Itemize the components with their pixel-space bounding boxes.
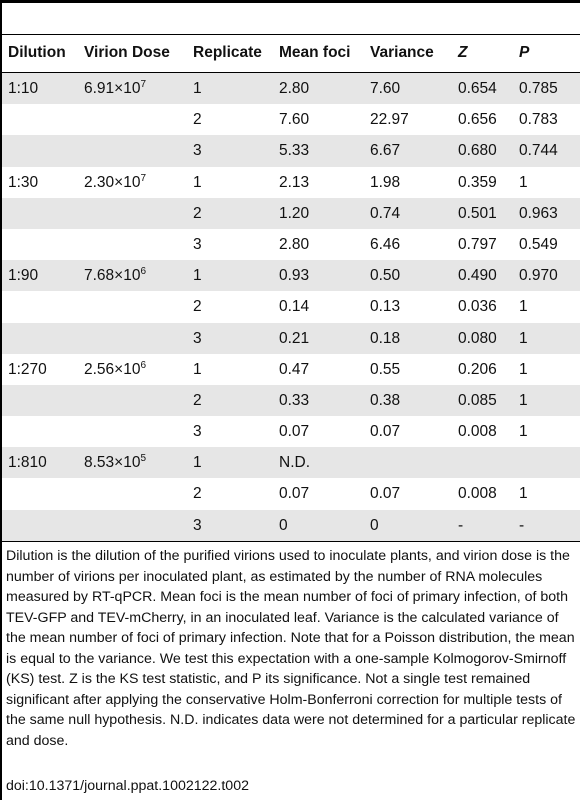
cell-mean-foci: 0.07 (279, 423, 310, 441)
cell-dilution: 1:270 (8, 360, 47, 378)
cell-z: 0.680 (458, 142, 497, 160)
col-header-dilution: Dilution (8, 44, 66, 61)
cell-replicate: 3 (193, 329, 202, 347)
cell-mean-foci: 0.14 (279, 298, 310, 316)
table-row (2, 135, 580, 166)
top-rule (2, 0, 580, 3)
table-row (2, 229, 580, 260)
cell-z: 0.085 (458, 391, 497, 409)
cell-variance: 6.67 (370, 142, 401, 160)
table-row (2, 260, 580, 291)
cell-replicate: 3 (193, 142, 202, 160)
cell-replicate: 2 (193, 204, 202, 222)
table-row (2, 447, 580, 478)
cell-dilution: 1:10 (8, 80, 39, 97)
cell-variance: 0.18 (370, 329, 401, 347)
cell-z: 0.797 (458, 235, 497, 253)
cell-dilution: 1:30 (8, 173, 39, 191)
table-row (2, 73, 580, 104)
cell-variance: 0.50 (370, 267, 401, 285)
table-row (2, 198, 580, 229)
cell-p: 1 (519, 391, 528, 409)
table-header-row (2, 35, 580, 72)
col-header-p: P (519, 44, 530, 61)
table-row (2, 385, 580, 416)
cell-replicate: 1 (193, 267, 202, 285)
cell-variance: 0.07 (370, 485, 401, 503)
table-bottom-rule (2, 541, 580, 542)
cell-replicate: 2 (193, 298, 202, 316)
cell-p: 1 (519, 329, 528, 347)
col-header-virion-dose: Virion Dose (84, 44, 170, 61)
table-row (2, 510, 580, 541)
cell-replicate: 1 (193, 454, 202, 472)
table-row (2, 478, 580, 509)
cell-p: 1 (519, 360, 528, 378)
cell-virion-dose (84, 454, 146, 472)
col-header-variance: Variance (370, 44, 434, 61)
dose-base: 8.53×10 (84, 454, 141, 472)
dose-exponent: 7 (140, 172, 147, 184)
dose-base: 6.91×10 (84, 80, 141, 97)
cell-mean-foci: 1.20 (279, 204, 310, 222)
col-header-mean-foci: Mean foci (279, 44, 351, 61)
cell-dilution: 1:90 (8, 267, 39, 285)
dose-base: 7.68×10 (84, 267, 141, 285)
cell-z: 0.359 (458, 173, 497, 191)
cell-replicate: 3 (193, 423, 202, 441)
cell-replicate: 1 (193, 360, 202, 378)
cell-mean-foci: 0.47 (279, 360, 310, 378)
cell-mean-foci: 7.60 (279, 111, 310, 129)
dose-exponent: 6 (140, 266, 147, 278)
cell-variance: 0.07 (370, 423, 401, 441)
dose-exponent: 5 (140, 453, 147, 465)
cell-mean-foci: 0.33 (279, 391, 310, 409)
cell-virion-dose (84, 267, 146, 285)
doi-text: doi:10.1371/journal.ppat.1002122.t002 (6, 778, 249, 794)
cell-p: - (519, 516, 525, 534)
table-body (2, 73, 580, 541)
cell-mean-foci: 2.80 (279, 80, 310, 97)
cell-replicate: 2 (193, 391, 202, 409)
cell-z: 0.654 (458, 80, 497, 97)
cell-dilution: 1:810 (8, 454, 47, 472)
table-row (2, 354, 580, 385)
dose-exponent: 7 (140, 79, 147, 90)
cell-z: 0.008 (458, 423, 497, 441)
cell-mean-foci: 2.13 (279, 173, 310, 191)
cell-replicate: 3 (193, 516, 202, 534)
cell-p: 0.744 (519, 142, 558, 160)
dose-base: 2.56×10 (84, 360, 141, 378)
cell-variance: 0 (370, 516, 379, 534)
cell-p: 1 (519, 423, 528, 441)
cell-z: 0.501 (458, 204, 497, 222)
cell-z: 0.656 (458, 111, 497, 129)
cell-mean-foci: 0.93 (279, 267, 310, 285)
cell-replicate: 2 (193, 111, 202, 129)
cell-p: 0.549 (519, 235, 558, 253)
cell-virion-dose (84, 361, 146, 379)
cell-mean-foci: 0.21 (279, 329, 310, 347)
cell-variance: 0.38 (370, 391, 401, 409)
cell-z: 0.008 (458, 485, 497, 503)
cell-z: 0.206 (458, 360, 497, 378)
dose-exponent: 6 (140, 359, 147, 371)
cell-variance: 0.74 (370, 204, 401, 222)
col-header-replicate: Replicate (193, 44, 262, 61)
col-header-z: Z (458, 44, 468, 61)
cell-p: 0.970 (519, 267, 558, 285)
cell-p: 1 (519, 298, 528, 316)
cell-virion-dose (84, 174, 146, 192)
cell-virion-dose (84, 80, 146, 98)
cell-p: 1 (519, 485, 528, 503)
cell-p: 1 (519, 173, 528, 191)
cell-variance: 0.55 (370, 360, 401, 378)
table-row (2, 104, 580, 135)
cell-mean-foci: 0 (279, 516, 288, 534)
cell-z: 0.036 (458, 298, 497, 316)
cell-p: 0.963 (519, 204, 558, 222)
table-footnote: Dilution is the dilution of the purified virions used to inoculate plants, and virion dose is the number of virions per inoculated plant, as estimated by the number of RNA molecules measured by RT-qPCR. Mean foci is the mean number of foci of primary infection, of both TEV-GFP and TEV-mCherry, in an inoculated leaf. Variance is the calculated variance of the mean number of foci of primary infection. Note that for a Poisson distribution, the mean is equal to the variance. We test this expectation with a one-sample Kolmogorov-Smirnoff (KS) test. Z is the KS test statistic, and P its significance. Not a single test remained significant after applying the conservative Holm-Bonferroni correction for multiple tests of the same null hypothesis. N.D. indicates data were not determined for a particular replicate and dose. (6, 548, 576, 749)
table-row (2, 416, 580, 447)
cell-p: 0.785 (519, 80, 558, 97)
cell-variance: 7.60 (370, 80, 401, 97)
table-row (2, 167, 580, 198)
cell-variance: 0.13 (370, 298, 401, 316)
cell-z: 0.080 (458, 329, 497, 347)
cell-p: 0.783 (519, 111, 558, 129)
cell-replicate: 2 (193, 485, 202, 503)
dose-base: 2.30×10 (84, 173, 141, 191)
cell-z: - (458, 516, 464, 534)
cell-z: 0.490 (458, 267, 497, 285)
cell-replicate: 3 (193, 235, 202, 253)
cell-replicate: 1 (193, 173, 202, 191)
cell-mean-foci: N.D. (279, 454, 310, 472)
cell-replicate: 1 (193, 80, 202, 97)
cell-mean-foci: 2.80 (279, 235, 310, 253)
cell-variance: 1.98 (370, 173, 401, 191)
table-row (2, 323, 580, 354)
table-row (2, 291, 580, 322)
cell-variance: 22.97 (370, 111, 409, 129)
cell-mean-foci: 5.33 (279, 142, 310, 160)
cell-variance: 6.46 (370, 235, 401, 253)
cell-mean-foci: 0.07 (279, 485, 310, 503)
